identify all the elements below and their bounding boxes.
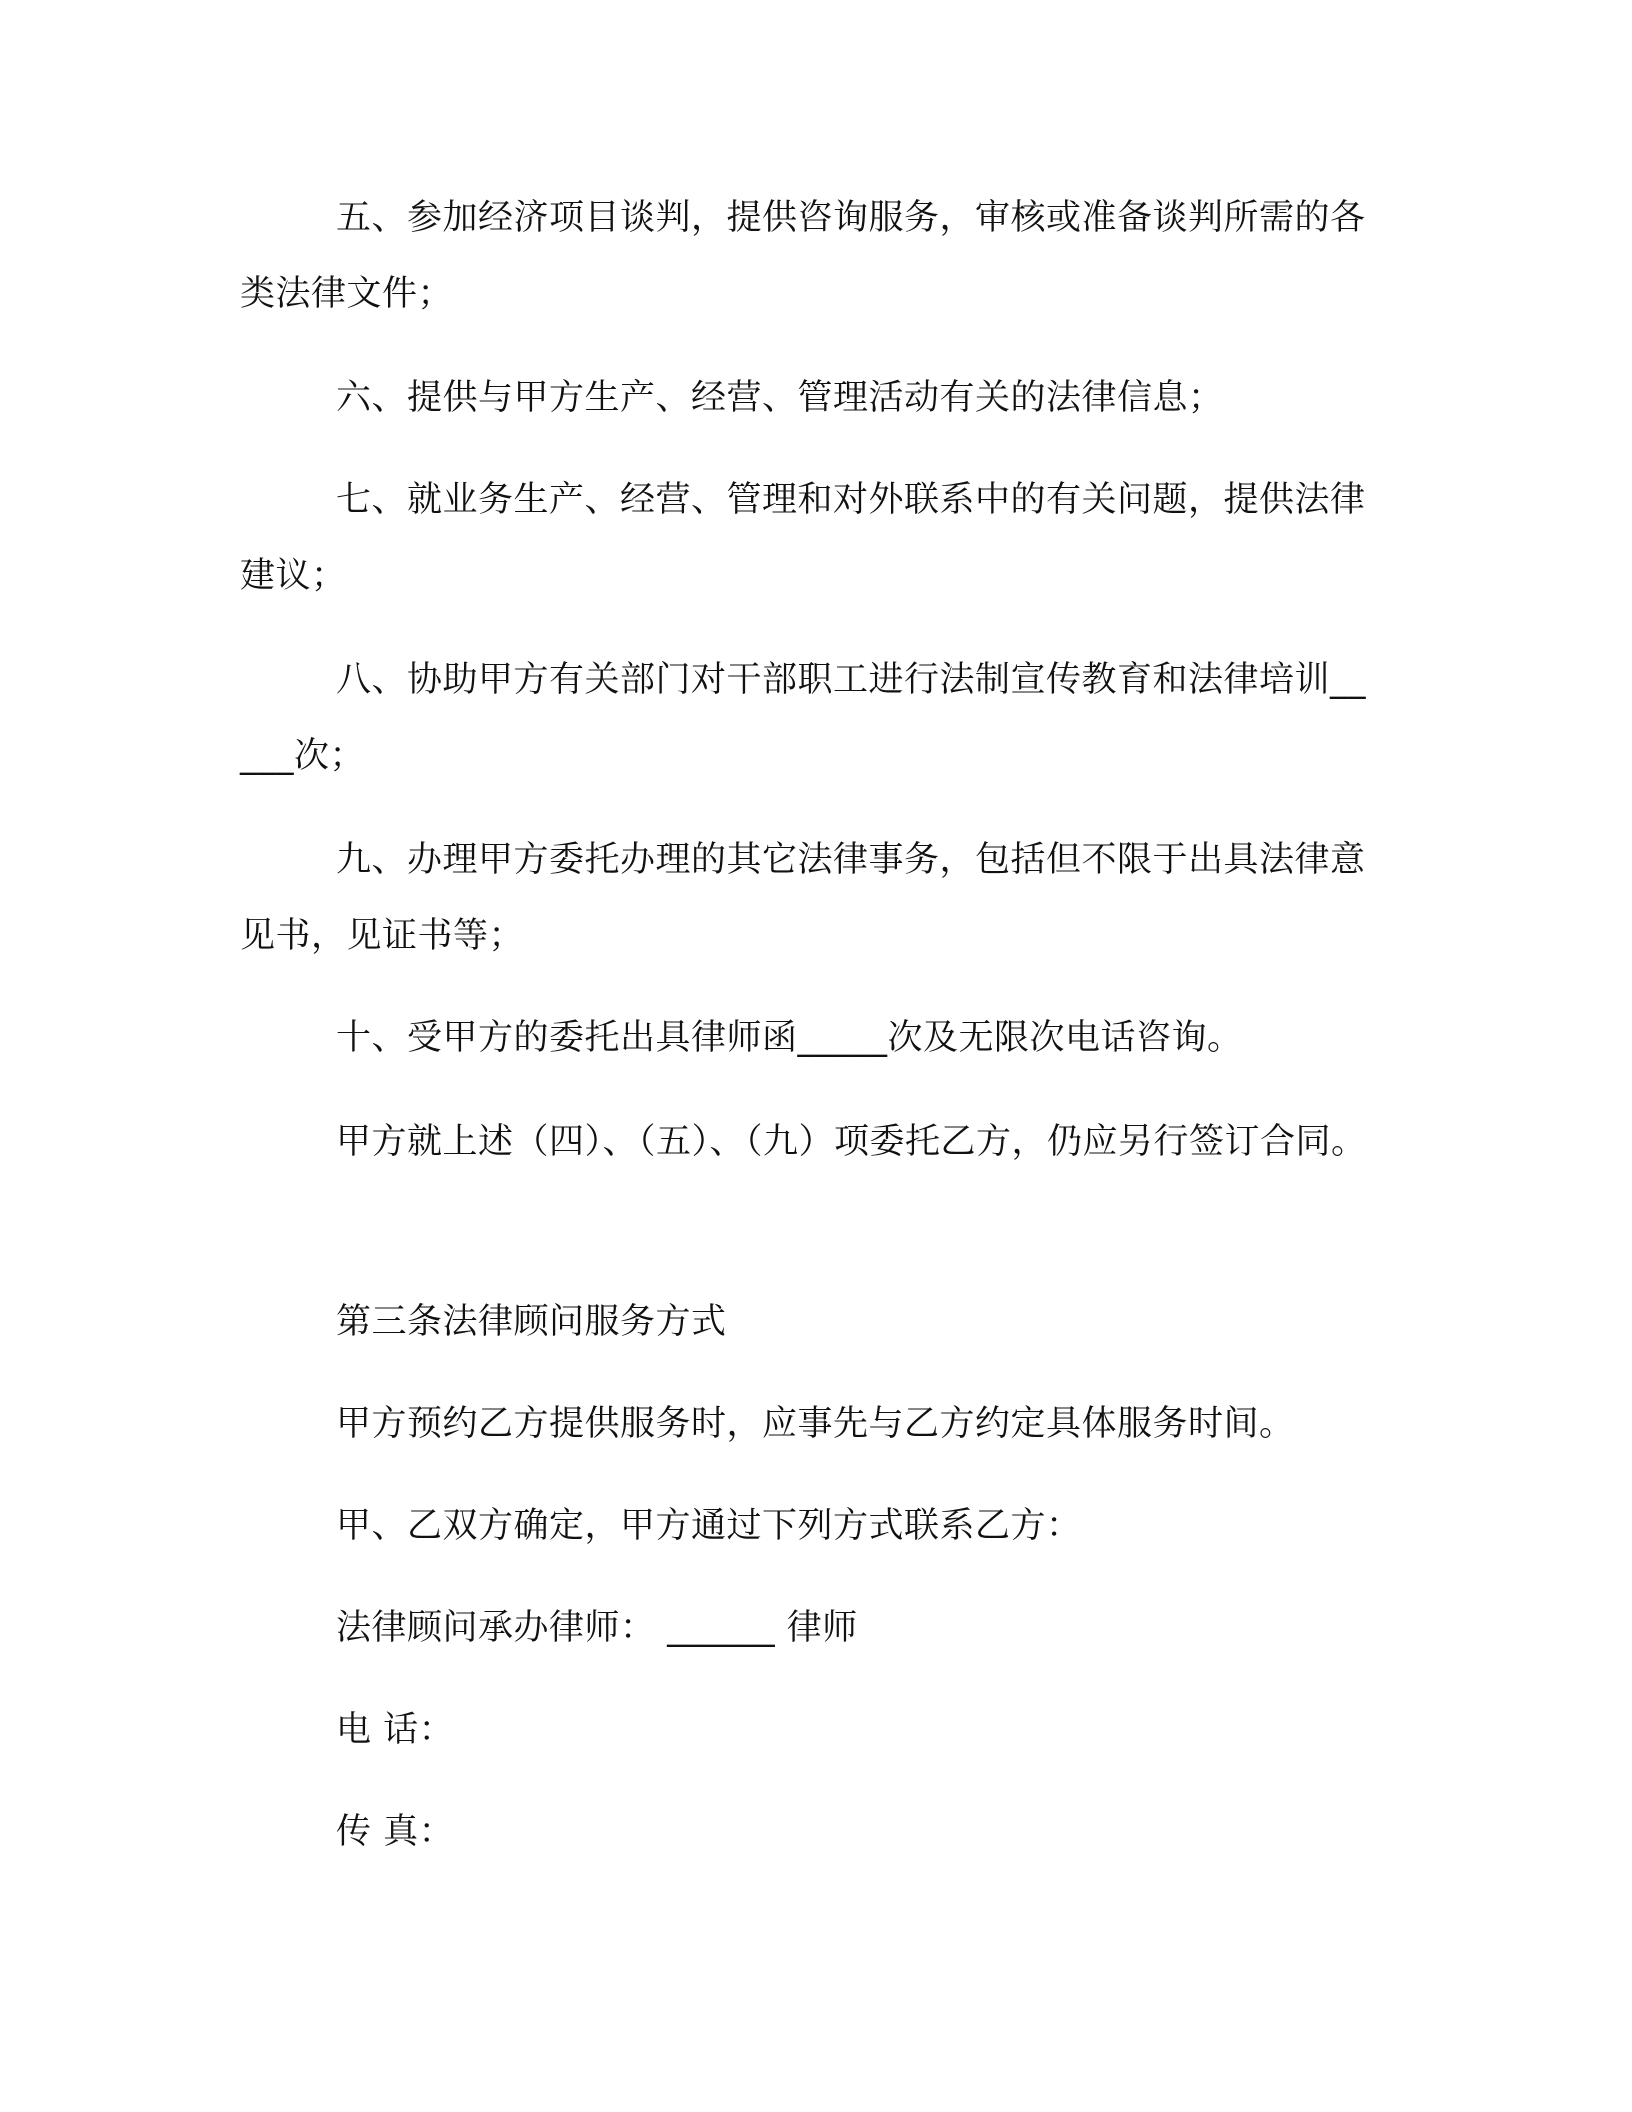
contact-method-paragraph: 甲、乙双方确定，甲方通过下列方式联系乙方： xyxy=(336,1506,1082,1546)
clause-6: 六、提供与甲方生产、经营、管理活动有关的法律信息； xyxy=(336,378,1224,418)
article-3-heading: 第三条法律顾问服务方式 xyxy=(336,1302,727,1342)
clause-5: 五、参加经济项目谈判，提供咨询服务，审核或准备谈判所需的各类法律文件； xyxy=(240,198,1366,314)
clause-7: 七、就业务生产、经营、管理和对外联系中的有关问题，提供法律建议； xyxy=(240,480,1366,596)
phone-line: 电 话： xyxy=(336,1710,455,1750)
fax-line: 传 真： xyxy=(336,1812,455,1852)
clause-9: 九、办理甲方委托办理的其它法律事务，包括但不限于出具法律意见书，见证书等； xyxy=(240,840,1366,956)
clause-8: 八、协助甲方有关部门对干部职工进行法制宣传教育和法律培训_____次； xyxy=(240,660,1367,776)
lawyer-line: 法律顾问承办律师： ______ 律师 xyxy=(336,1608,858,1648)
appointment-paragraph: 甲方预约乙方提供服务时，应事先与乙方约定具体服务时间。 xyxy=(336,1404,1295,1444)
clause-10: 十、受甲方的委托出具律师函_____次及无限次电话咨询。 xyxy=(336,1018,1243,1058)
separate-contract-note: 甲方就上述（四）、（五）、（九）项委托乙方，仍应另行签订合同。 xyxy=(336,1122,1367,1162)
